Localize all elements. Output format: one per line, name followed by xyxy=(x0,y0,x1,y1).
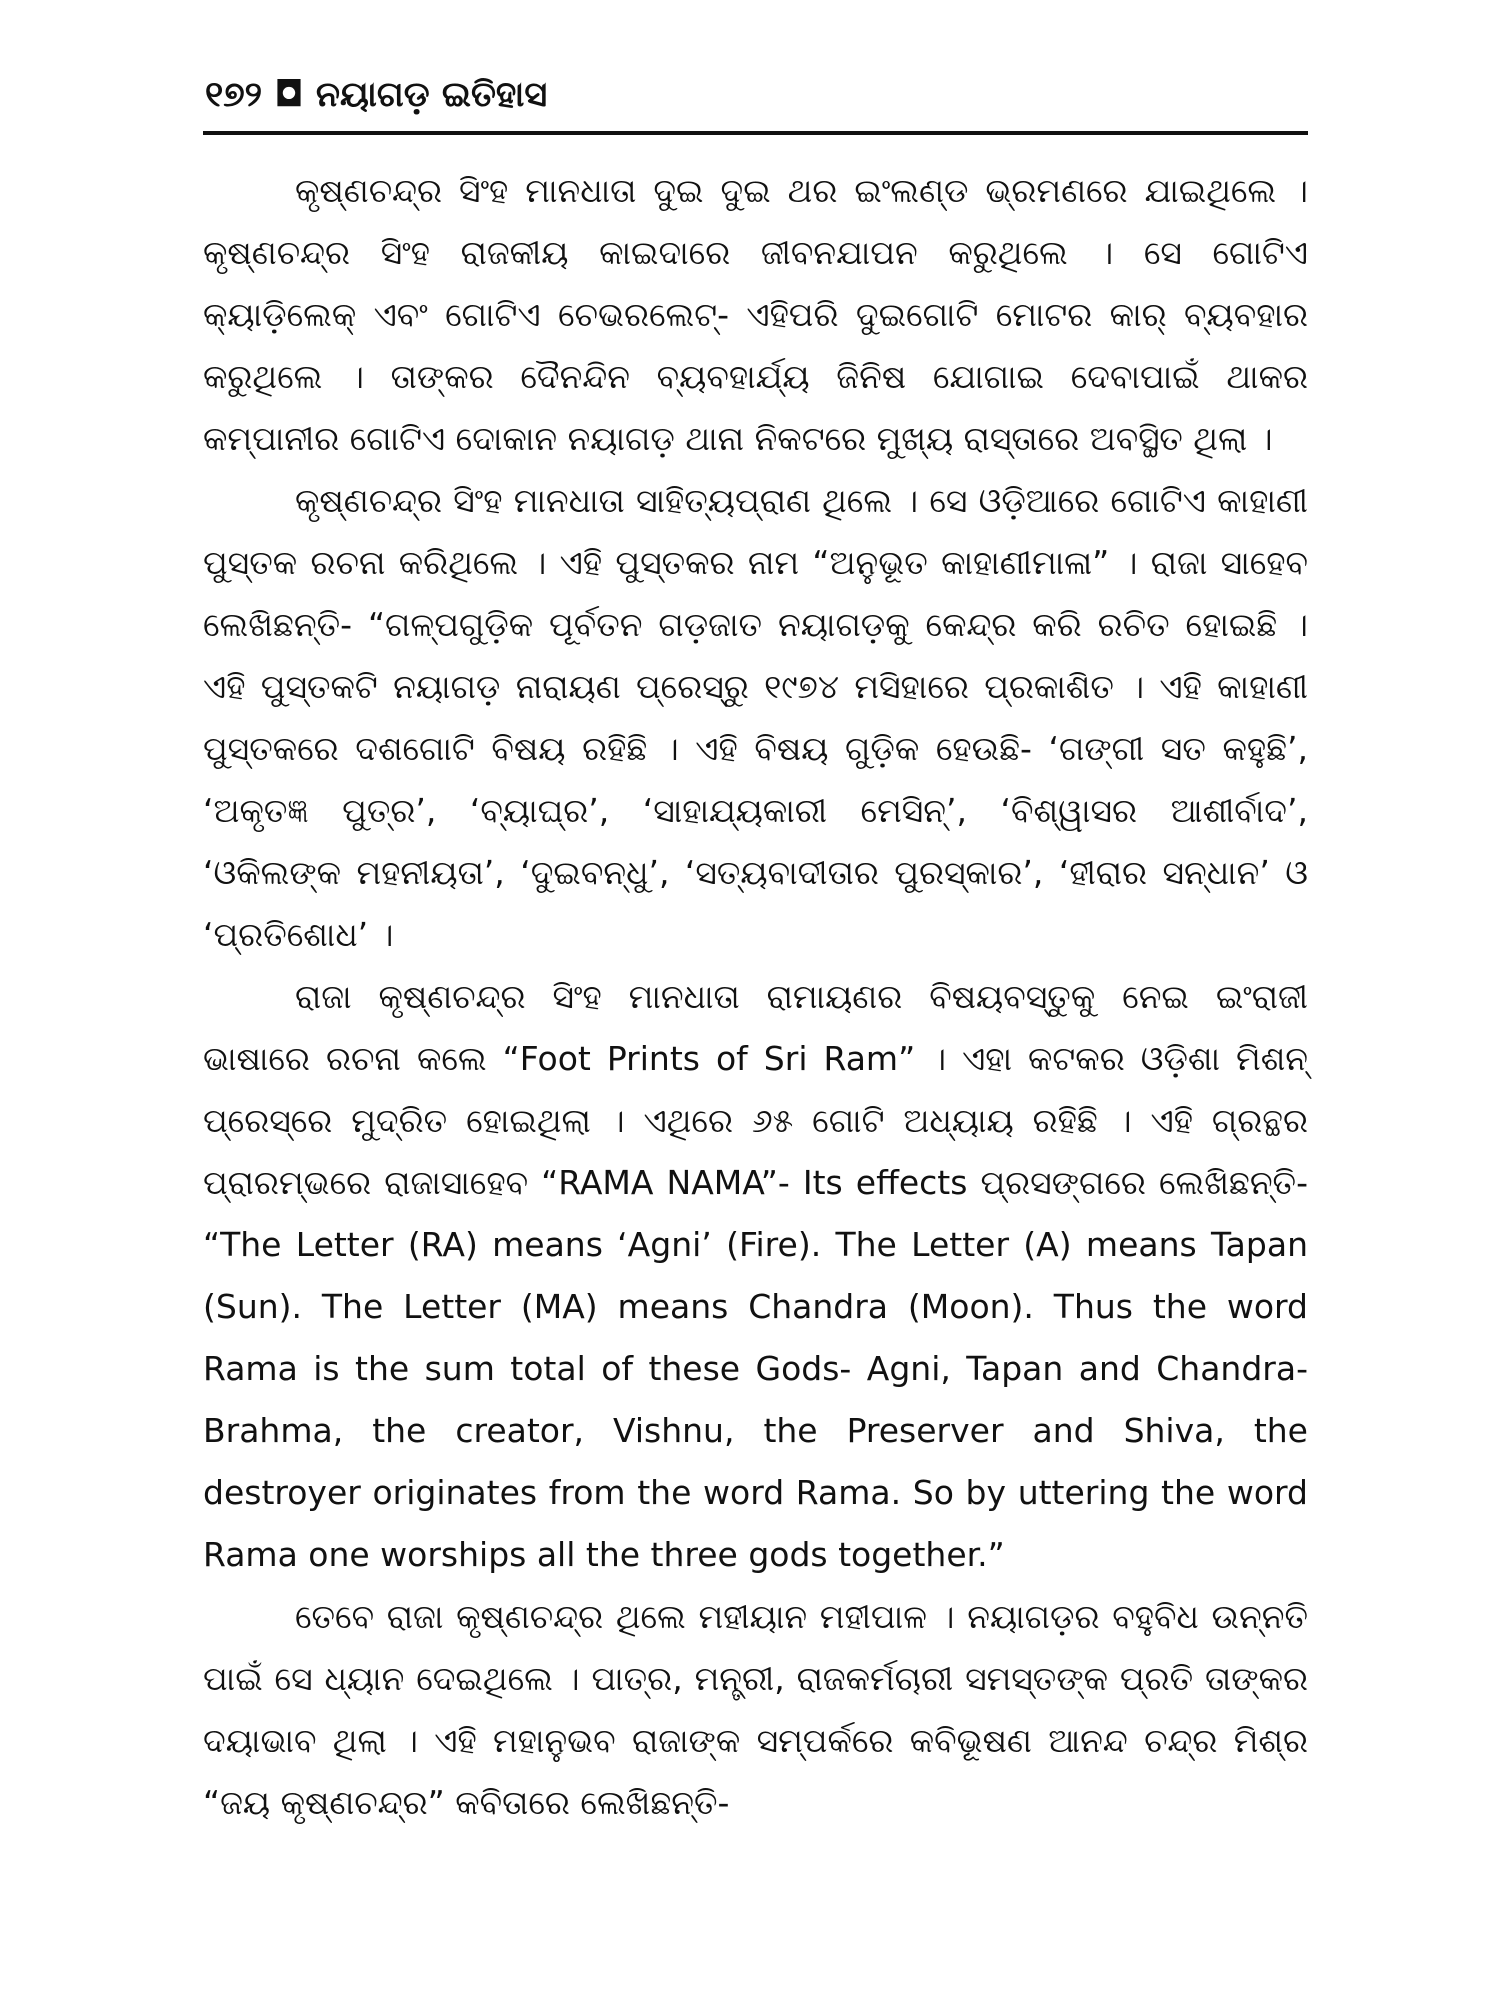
body-text xyxy=(203,160,1308,1834)
paragraph-3: ରାଜା କୃଷ୍ଣଚନ୍ଦ୍ର ସିଂହ ମାନଧାତା ରାମାୟଣର ବିଷୟବସ୍ତୁକୁ ନେଇ ଇଂରାଜୀ ଭାଷାରେ ରଚନା କଲେ “Foot Prints of Sri Ram” । ଏହା କଟକର ଓଡ଼ିଶା ମିଶନ୍ ପ୍ରେସ୍‌ରେ ମୁଦ୍ରିତ ହୋଇଥିଲା । ଏଥିରେ ୬୫ ଗୋଟି ଅଧ୍ୟାୟ ରହିଛି । ଏହି ଗ୍ରନ୍ଥର ପ୍ରାରମ୍ଭରେ ରାଜାସାହେବ “RAMA NAMA”- Its effects ପ୍ରସଙ୍ଗରେ ଲେଖିଛନ୍ତି- “The Letter (RA) means ‘Agni’ (Fire). The Letter (A) means Tapan (Sun). The Letter (MA) means Chandra (Moon). Thus the word Rama is the sum total of these Gods- Agni, Tapan and Chandra- Brahma, the creator, Vishnu, the Preserver and Shiva, the destroyer originates from the word Rama. So by uttering the word Rama one worships all the three gods together.” xyxy=(203,977,1308,1574)
header-separator-icon: ◘ xyxy=(274,75,304,115)
paragraph-2: କୃଷ୍ଣଚନ୍ଦ୍ର ସିଂହ ମାନଧାତା ସାହିତ୍ୟପ୍ରାଣ ଥିଲେ । ସେ ଓଡ଼ିଆରେ ଗୋଟିଏ କାହାଣୀ ପୁସ୍ତକ ରଚନା କରିଥିଲେ । ଏହି ପୁସ୍ତକର ନାମ “ଅନୁଭୂତ କାହାଣୀମାଳା” । ରାଜା ସାହେବ ଲେଖିଛନ୍ତି- “ଗଳ୍ପଗୁଡ଼ିକ ପୂର୍ବତନ ଗଡ଼ଜାତ ନୟାଗଡ଼କୁ କେନ୍ଦ୍ର କରି ରଚିତ ହୋଇଛି । ଏହି ପୁସ୍ତକଟି ନୟାଗଡ଼ ନାରାୟଣ ପ୍ରେସ୍‌ରୁ ୧୯୭୪ ମସିହାରେ ପ୍ରକାଶିତ । ଏହି କାହାଣୀ ପୁସ୍ତକରେ ଦଶଗୋଟି ବିଷୟ ରହିଛି । ଏହି ବିଷୟ ଗୁଡ଼ିକ ହେଉଛି- ‘ଗଙ୍ଗୀ ସତ କହୁଛି’, ‘ଅକୃତଜ୍ଞ ପୁତ୍ର’, ‘ବ୍ୟାଘ୍ର’, ‘ସାହାଯ୍ୟକାରୀ ମେସିନ୍’, ‘ବିଶ୍ୱାସର ଆଶୀର୍ବାଦ’, ‘ଓକିଲଙ୍କ ମହନୀୟତା’, ‘ଦୁଇବନ୍ଧୁ’, ‘ସତ୍ୟବାଦୀତାର ପୁରସ୍କାର’, ‘ହୀରାର ସନ୍ଧାନ’ ଓ ‘ପ୍ରତିଶୋଧ’ । xyxy=(203,481,1308,954)
header-rule xyxy=(203,131,1308,135)
book-title: ନୟାଗଡ଼ ଇତିହାସ xyxy=(315,75,548,115)
paragraph-1: କୃଷ୍ଣଚନ୍ଦ୍ର ସିଂହ ମାନଧାତା ଦୁଇ ଦୁଇ ଥର ଇଂଲଣ୍ଡ ଭ୍ରମଣରେ ଯାଇଥିଲେ । କୃଷ୍ଣଚନ୍ଦ୍ର ସିଂହ ରାଜକୀୟ କାଇଦାରେ ଜୀବନଯାପନ କରୁଥିଲେ । ସେ ଗୋଟିଏ କ୍ୟାଡ଼ିଲେକ୍ ଏବଂ ଗୋଟିଏ ଚେଭରଲେଟ୍- ଏହିପରି ଦୁଇଗୋଟି ମୋଟର କାର୍ ବ୍ୟବହାର କରୁଥିଲେ । ତାଙ୍କର ଦୈନନ୍ଦିନ ବ୍ୟବହାର୍ଯ୍ୟ ଜିନିଷ ଯୋଗାଇ ଦେବାପାଇଁ ଥାକର କମ୍ପାନୀର ଗୋଟିଏ ଦୋକାନ ନୟାଗଡ଼ ଥାନା ନିକଟରେ ମୁଖ୍ୟ ରାସ୍ତାରେ ଅବସ୍ଥିତ ଥିଲା । xyxy=(203,171,1308,458)
running-header xyxy=(205,70,1305,120)
paragraph-4: ତେବେ ରାଜା କୃଷ୍ଣଚନ୍ଦ୍ର ଥିଲେ ମହୀୟାନ ମହୀପାଳ । ନୟାଗଡ଼ର ବହୁବିଧ ଉନ୍ନତି ପାଇଁ ସେ ଧ୍ୟାନ ଦେଇଥିଲେ । ପାତ୍ର, ମନ୍ତ୍ରୀ, ରାଜକର୍ମଚାରୀ ସମସ୍ତଙ୍କ ପ୍ରତି ତାଙ୍କର ଦୟାଭାବ ଥିଲା । ଏହି ମହାନୁଭବ ରାଜାଙ୍କ ସମ୍ପର୍କରେ କବିଭୂଷଣ ଆନନ୍ଦ ଚନ୍ଦ୍ର ମିଶ୍ର “ଜୟ କୃଷ୍ଣଚନ୍ଦ୍ର” କବିତାରେ ଲେଖିଛନ୍ତି- xyxy=(203,1597,1308,1822)
page-number: ୧୭୨ xyxy=(205,75,263,115)
